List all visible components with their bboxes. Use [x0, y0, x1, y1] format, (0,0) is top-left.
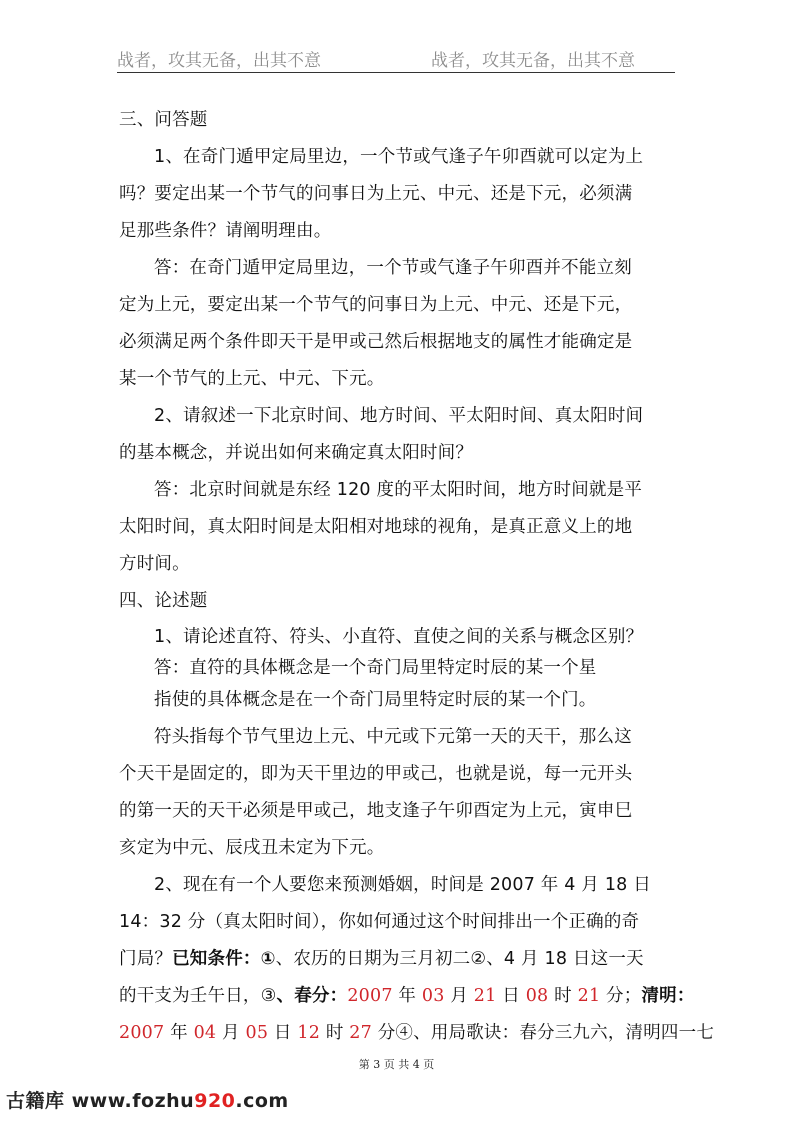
question-line: 14：32 分（真太阳时间），你如何通过这个时间排出一个正确的奇 — [119, 912, 640, 932]
page-number: 第 3 页 共 4 页 — [358, 1058, 435, 1071]
answer-line: 方时间。 — [119, 554, 190, 574]
date-unit: 时 — [320, 1023, 350, 1043]
qingming-label: 清明： — [641, 986, 695, 1006]
answer-line: 答：在奇门遁甲定局里边，一个节或气逢子午卯酉并不能立刻 — [154, 258, 632, 278]
date-hour: 12 — [297, 1023, 321, 1043]
date-hour: 08 — [525, 986, 549, 1006]
question-line — [119, 1017, 715, 1054]
date-minute: 21 — [577, 986, 601, 1006]
answer-line: 答：北京时间就是东经 120 度的平太阳时间，地方时间就是平 — [154, 480, 643, 500]
watermark-suffix: .com — [235, 1090, 289, 1112]
answer-line: 符头指每个节气里边上元、中元或下元第一天的天干，那么这 — [154, 727, 632, 747]
song-text: 分④、用局歌诀：春分三九六，清明四一七 — [371, 1023, 715, 1043]
header-right-text: 战者，攻其无备，出其不意 — [431, 51, 635, 71]
watermark-number: 920 — [194, 1090, 236, 1112]
site-watermark — [6, 1086, 289, 1113]
question-line — [119, 943, 677, 980]
date-day: 21 — [473, 986, 497, 1006]
date-unit: 年 — [392, 986, 422, 1006]
question-line: 2、请叙述一下北京时间、地方时间、平太阳时间、真太阳时间 — [154, 406, 644, 426]
answer-line: 指使的具体概念是在一个奇门局里特定时辰的某一个门。 — [154, 690, 597, 710]
date-unit: 时 — [548, 986, 578, 1006]
date-unit: 日 — [268, 1023, 298, 1043]
question-line: 的基本概念，并说出如何来确定真太阳时间？ — [119, 443, 473, 463]
question-line — [119, 980, 695, 1017]
question-line: 1、在奇门遁甲定局里边，一个节或气逢子午卯酉就可以定为上 — [154, 147, 644, 167]
answer-line: 必须满足两个条件即天干是甲或己然后根据地支的属性才能确定是 — [119, 332, 633, 352]
header-left-text: 战者，攻其无备，出其不意 — [117, 51, 321, 71]
question-line: 2、现在有一个人要您来预测婚姻，时间是 2007 年 4 月 18 日 — [154, 875, 651, 895]
answer-line: 的第一天的天干必须是甲或己，地支逢子午卯酉定为上元，寅申巳 — [119, 801, 633, 821]
date-year: 2007 — [119, 1023, 165, 1043]
question-line: 足那些条件？请阐明理由。 — [119, 221, 332, 241]
answer-line: 亥定为中元、辰戌丑未定为下元。 — [119, 838, 385, 858]
question-line: 吗？要定出某一个节气的问事日为上元、中元、还是下元，必须满 — [119, 184, 633, 204]
question-line: 1、请论述直符、符头、小直符、直使之间的关系与概念区别？ — [154, 627, 644, 647]
date-unit: 年 — [164, 1023, 194, 1043]
question-text: 的干支为壬午日，③ — [119, 986, 277, 1006]
document-body — [119, 104, 715, 1054]
date-month: 03 — [421, 986, 445, 1006]
answer-line: 某一个节气的上元、中元、下元。 — [119, 369, 385, 389]
date-unit: 月 — [444, 986, 474, 1006]
date-unit: 分； — [600, 986, 642, 1006]
section-title: 四、论述题 — [119, 591, 208, 611]
date-year: 2007 — [347, 986, 393, 1006]
date-minute: 27 — [349, 1023, 372, 1043]
answer-line: 太阳时间，真太阳时间是太阳相对地球的视角，是真正意义上的地 — [119, 517, 633, 537]
date-unit: 日 — [496, 986, 526, 1006]
section-title: 三、问答题 — [119, 110, 208, 130]
chunfen-label: 春分： — [294, 986, 348, 1006]
separator-text: 、 — [276, 986, 295, 1006]
answer-line: 答：直符的具体概念是一个奇门局里特定时辰的某一个星 — [154, 658, 597, 678]
date-day: 05 — [245, 1023, 269, 1043]
question-text: 门局？ — [119, 949, 173, 969]
known-conditions-label: 已知条件：① — [172, 949, 276, 969]
answer-line: 个天干是固定的，即为天干里边的甲或己，也就是说，每一元开头 — [119, 764, 633, 784]
question-text: 、农历的日期为三月初二②、4 月 18 日这一天 — [275, 949, 644, 969]
watermark-text: 古籍库 www.fozhu — [6, 1090, 195, 1112]
page-header — [117, 44, 675, 73]
answer-line: 定为上元，要定出某一个节气的问事日为上元、中元、还是下元， — [119, 295, 633, 315]
date-month: 04 — [193, 1023, 217, 1043]
date-unit: 月 — [216, 1023, 246, 1043]
